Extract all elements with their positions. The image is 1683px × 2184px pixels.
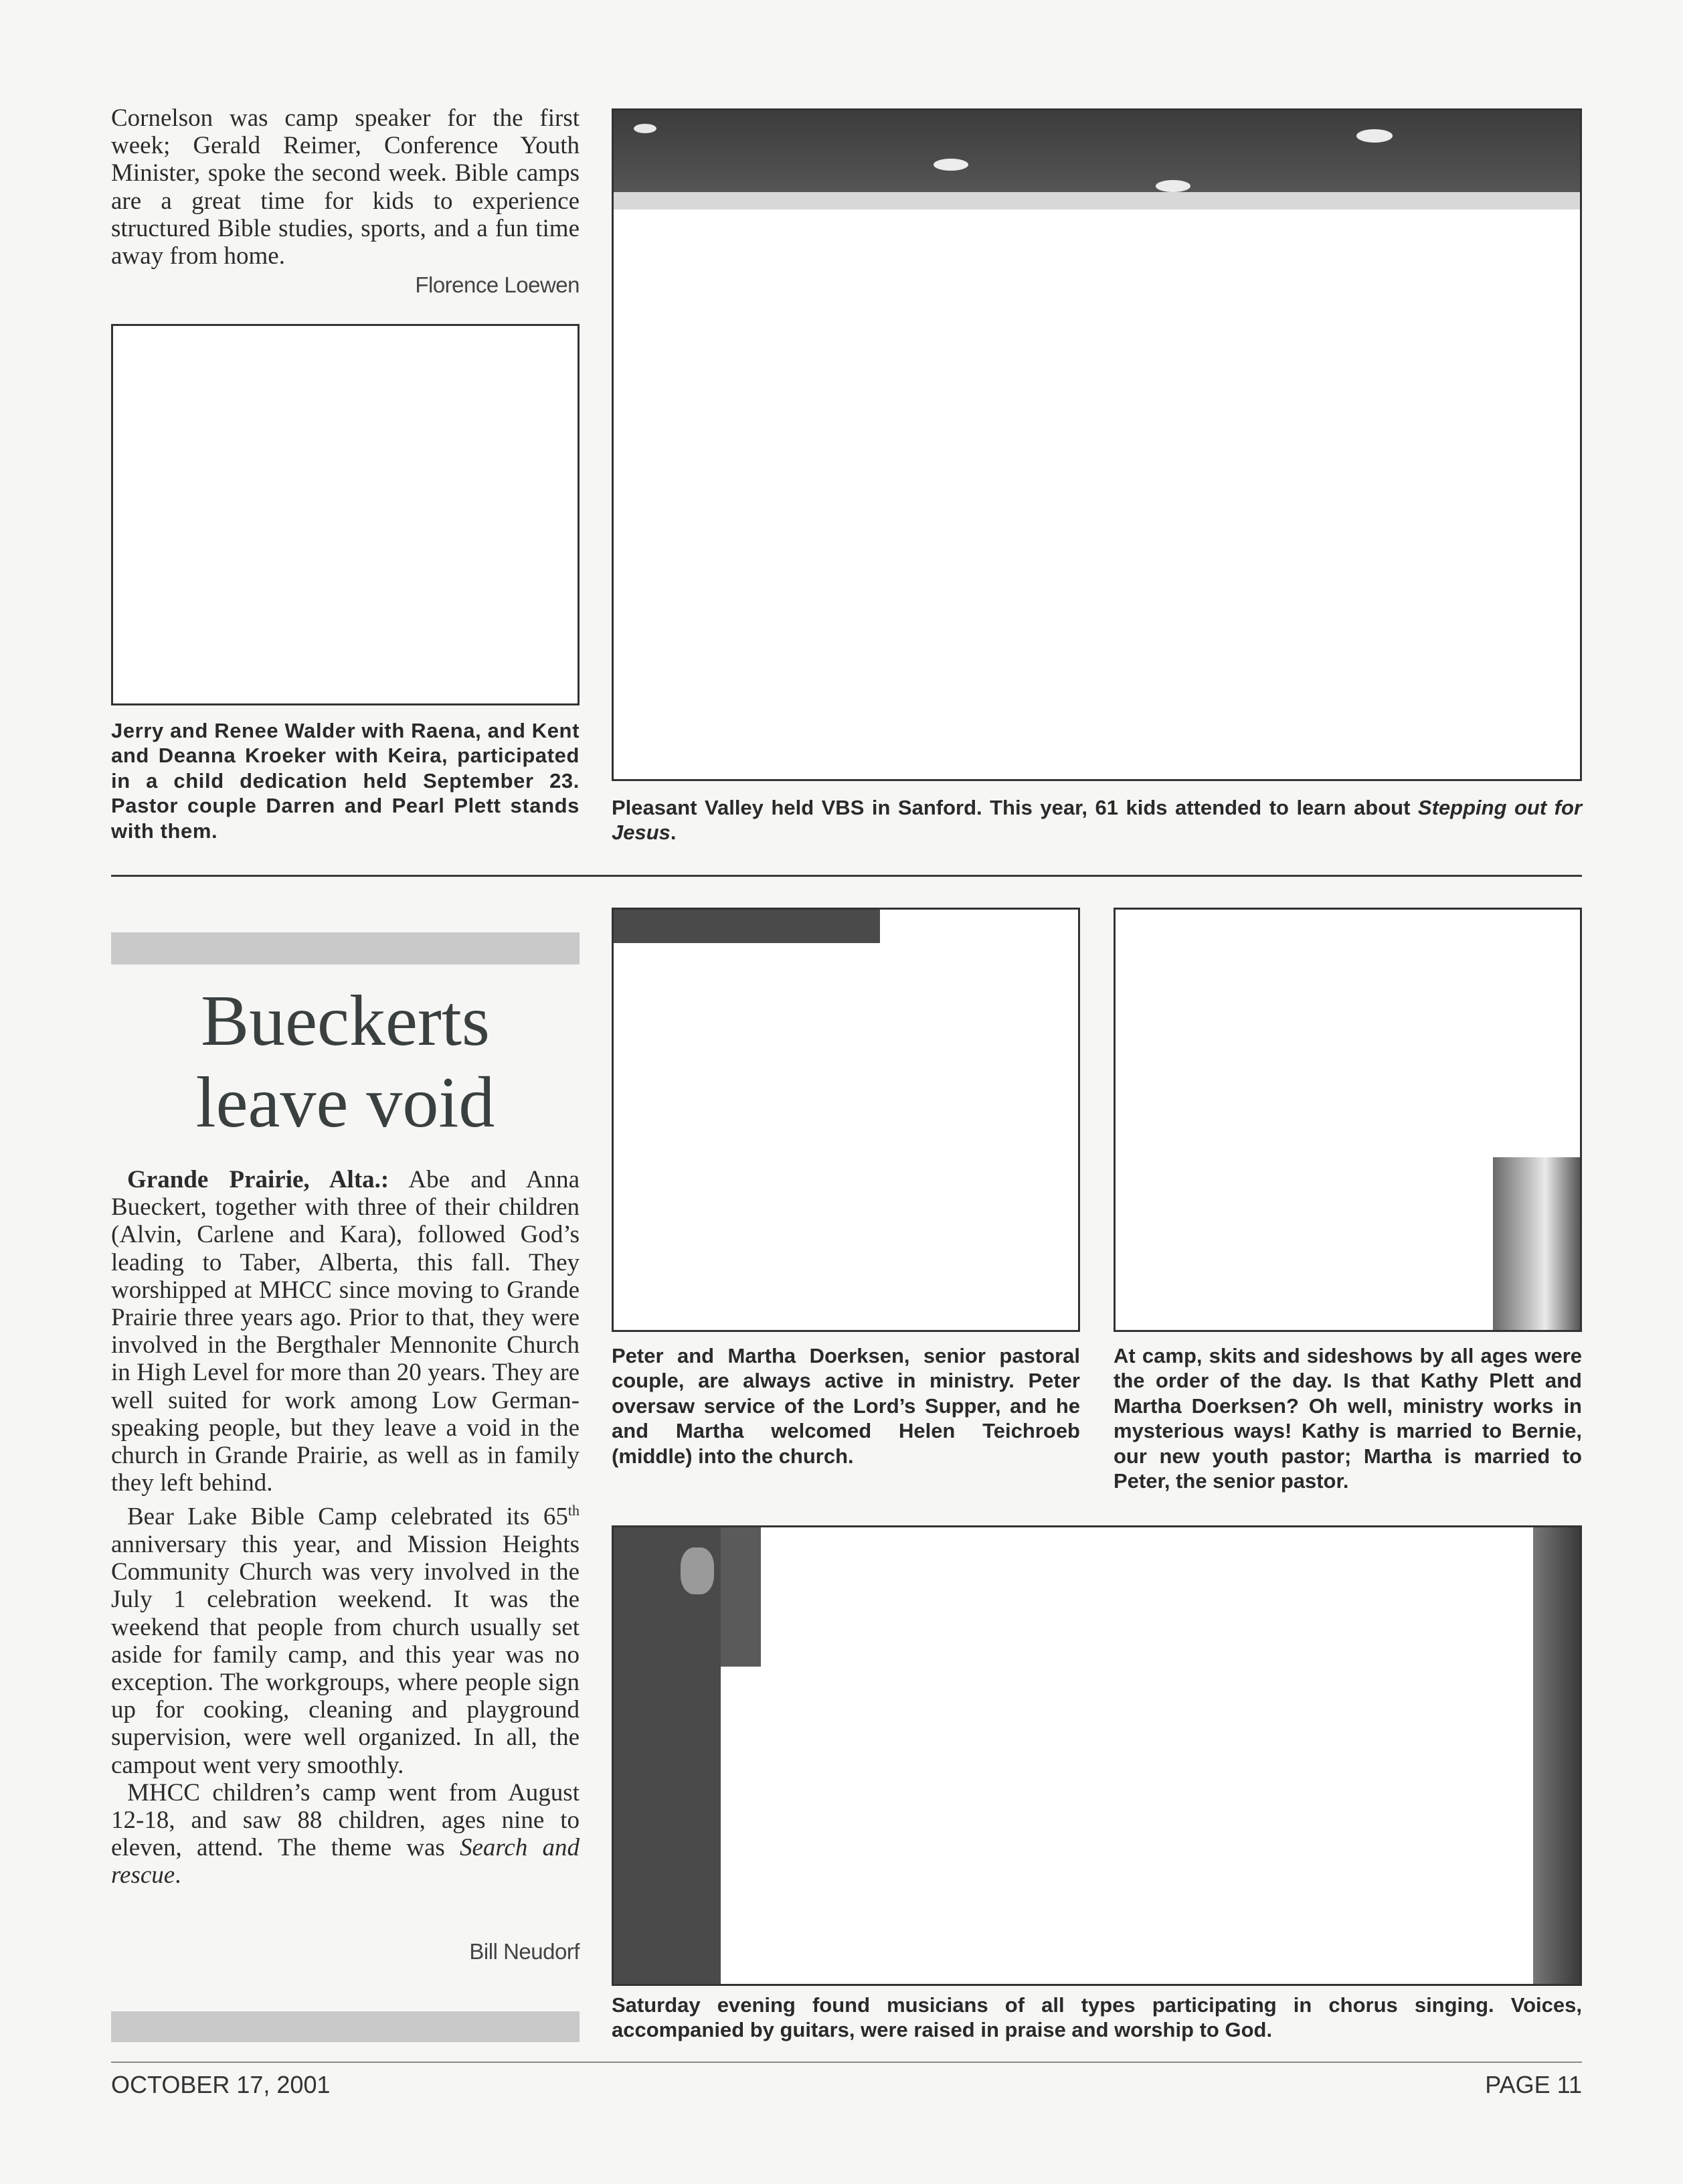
skits-photo	[1114, 908, 1582, 1332]
top-article-paragraph: Cornelson was camp speaker for the first week; Gerald Reimer, Conference Youth Minister, spoke the second week. Bible camps are a great time for kids to experience structured Bible studies, sports, and a fun time away from home.	[111, 104, 580, 270]
footer-date: OCTOBER 17, 2001	[111, 2071, 331, 2098]
article-paragraph: Grande Prairie, Alta.: Abe and Anna Bueckert, together with three of their children (Alvin, Carlene and Kara), followed God’s leading to Taber, Alberta, this fall. They worshipped at MHCC since moving to Grande Prairie three years ago. Prior to that, they were involved in the Bergthaler Mennonite Church in High Level for more than 20 years. They are well suited for work among Low German-speaking people, but they leave a void in the church in Grande Prairie, as well as in family they left behind.	[111, 1166, 580, 1497]
article-bottom-bar	[111, 2011, 580, 2042]
section-divider	[111, 875, 1582, 877]
article-dateline: Grande Prairie, Alta.:	[127, 1166, 389, 1193]
article-body	[111, 1166, 580, 1889]
dedication-photo	[111, 324, 580, 705]
vbs-caption: Pleasant Valley held VBS in Sanford. This year, 61 kids attended to learn about Stepping out for Jesus.	[612, 796, 1583, 845]
skits-caption: At camp, skits and sideshows by all ages were the order of the day. Is that Kathy Plett and Martha Doerksen? Oh well, ministry works in mysterious ways! Kathy is married to Bernie, our new youth pastor; Martha is married to Peter, the senior pastor.	[1114, 1344, 1582, 1493]
ceiling-light-icon	[634, 124, 656, 133]
vbs-photo-ceiling	[614, 110, 1580, 209]
ceiling-light-icon	[1356, 129, 1393, 143]
footer-rule	[111, 2062, 1582, 2063]
article-paragraph: MHCC children’s camp went from August 12-18, and saw 88 children, ages nine to eleven, attend. The theme was Search and rescue.	[111, 1778, 580, 1889]
headline-top-bar	[111, 932, 580, 964]
doerksen-photo	[612, 908, 1080, 1332]
article-paragraph: Bear Lake Bible Camp celebrated its 65th anniversary this year, and Mission Heights Community Church was very involved in the July 1 celebration weekend. It was the weekend that people from church usually set aside for family camp, and this year was no exception. The workgroups, where people sign up for cooking, cleaning and playground supervision, were well organized. In all, the campout went very smoothly.	[111, 1502, 580, 1779]
musicians-photo	[612, 1525, 1582, 1986]
musicians-caption: Saturday evening found musicians of all types participating in chorus singing. Voices, accompanied by guitars, were raised in praise and worship to God.	[612, 1993, 1582, 2042]
doerksen-caption: Peter and Martha Doerksen, senior pastoral couple, are always active in ministry. Peter oversaw service of the Lord’s Supper, and he and Martha welcomed Helen Teichroeb (middle) into the church.	[612, 1344, 1080, 1468]
dedication-caption: Jerry and Renee Walder with Raena, and Kent and Deanna Kroeker with Keira, participated in a child dedication held September 23. Pastor couple Darren and Pearl Plett stands with them.	[111, 719, 580, 843]
footer-page-number: PAGE 11	[1485, 2071, 1582, 2098]
ceiling-light-icon	[934, 159, 968, 171]
article-byline: Bill Neudorf	[469, 1939, 580, 1964]
top-article-byline: Florence Loewen	[415, 272, 580, 297]
article-headline: Bueckerts leave void	[195, 981, 495, 1143]
ceiling-light-icon	[1156, 180, 1190, 192]
vbs-photo	[612, 108, 1582, 781]
